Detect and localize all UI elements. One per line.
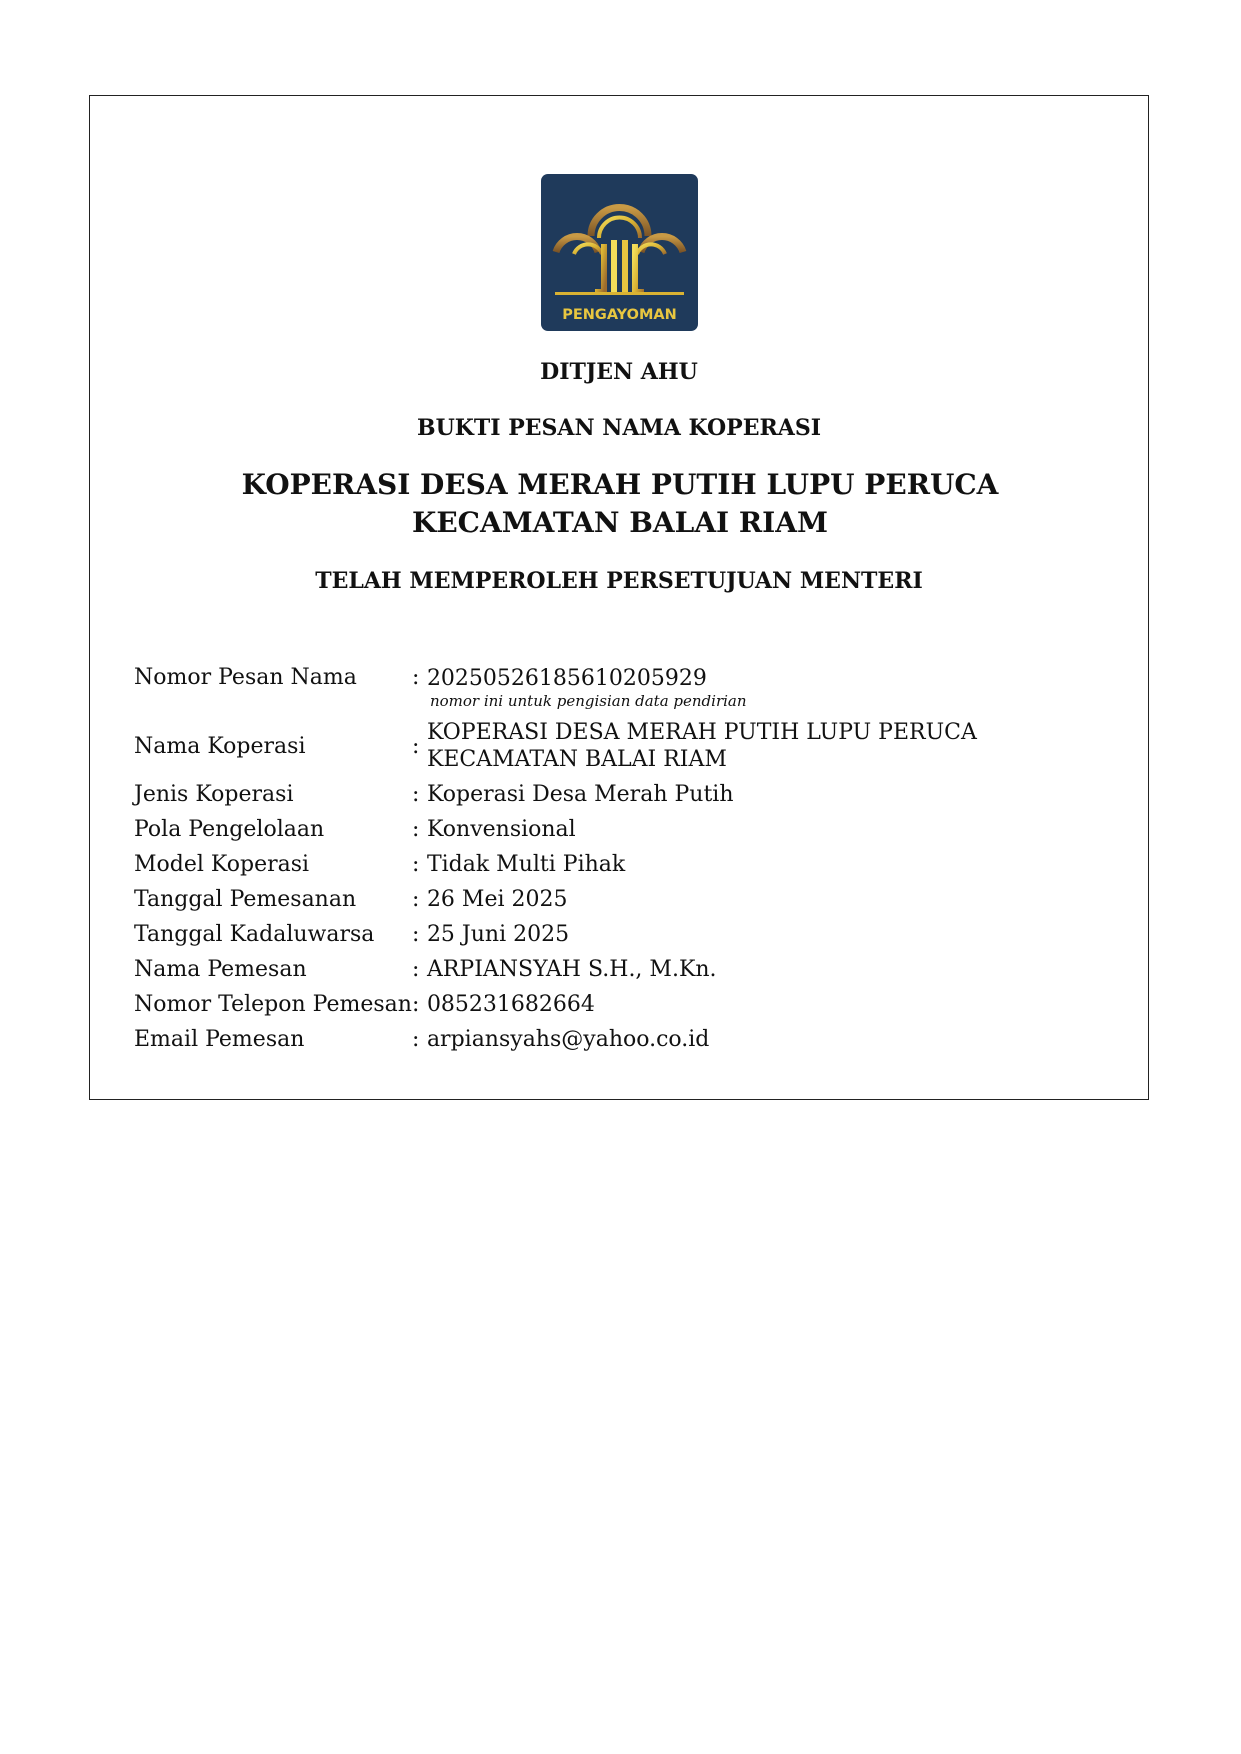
cooperative-name-value: KOPERASI DESA MERAH PUTIH LUPU PERUCA KECAMATAN BALAI RIAM (426, 720, 977, 772)
expiry-date-value: 25 Juni 2025 (426, 922, 570, 947)
field-separator: : (411, 957, 420, 982)
field-label: Nama Pemesan (134, 957, 307, 982)
cooperative-type-value: Koperasi Desa Merah Putih (426, 782, 734, 807)
field-label: Nama Koperasi (134, 733, 306, 759)
table-row (134, 847, 1127, 882)
field-separator: : (411, 817, 420, 842)
field-label: Nomor Telepon Pemesan (134, 992, 412, 1017)
field-separator: : (411, 852, 420, 877)
field-label: Tanggal Kadaluwarsa (134, 922, 375, 947)
orderer-email-value: arpiansyahs@yahoo.co.id (426, 1027, 710, 1052)
order-number-note: nomor ini untuk pengisian data pendirian (429, 692, 747, 710)
field-label: Model Koperasi (134, 852, 310, 877)
field-separator: : (411, 1027, 420, 1052)
field-separator: : (411, 887, 420, 912)
orderer-name-value: ARPIANSYAH S.H., M.Kn. (426, 957, 717, 982)
table-row (134, 917, 1127, 952)
field-label: Nomor Pesan Nama (134, 665, 357, 690)
order-details-table (134, 665, 1127, 1057)
table-row (134, 715, 1127, 777)
field-label: Tanggal Pemesanan (134, 887, 357, 912)
table-row (134, 882, 1127, 917)
field-label: Jenis Koperasi (134, 782, 294, 807)
field-label: Pola Pengelolaan (134, 817, 325, 842)
org-heading: DITJEN AHU (540, 359, 698, 385)
field-separator: : (411, 922, 420, 947)
table-row (134, 812, 1127, 847)
field-separator: : (411, 733, 420, 759)
document-title: BUKTI PESAN NAMA KOPERASI (416, 415, 822, 441)
table-row (134, 987, 1127, 1022)
table-row (134, 1022, 1127, 1057)
logo-wordmark: PENGAYOMAN (562, 307, 677, 323)
pengayoman-logo (541, 174, 698, 331)
table-row (134, 952, 1127, 987)
order-date-value: 26 Mei 2025 (426, 887, 568, 912)
pengayoman-emblem-icon (541, 174, 698, 331)
field-label: Email Pemesan (134, 1027, 305, 1052)
order-number-value: 20250526185610205929 (426, 666, 707, 691)
approval-status: TELAH MEMPEROLEH PERSETUJUAN MENTERI (315, 568, 923, 594)
field-separator: : (411, 992, 420, 1017)
cooperative-name-heading: KOPERASI DESA MERAH PUTIH LUPU PERUCA KECAMATAN BALAI RIAM (241, 468, 999, 539)
field-separator: : (411, 782, 420, 807)
management-pattern-value: Konvensional (426, 817, 576, 842)
order-number-cell (427, 665, 1127, 715)
cooperative-model-value: Tidak Multi Pihak (426, 852, 626, 877)
table-row (134, 665, 1127, 715)
field-separator: : (411, 665, 420, 690)
table-row (134, 777, 1127, 812)
orderer-phone-value: 085231682664 (426, 992, 595, 1017)
